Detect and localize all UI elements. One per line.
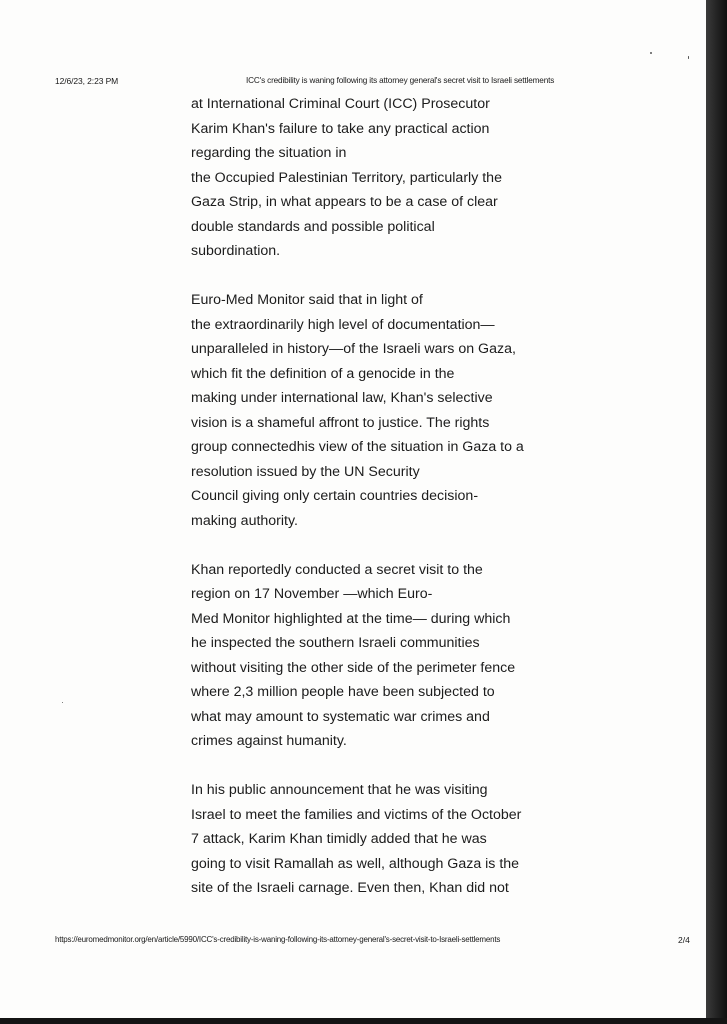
paragraph-line: double standards and possible political bbox=[191, 218, 435, 235]
paragraph-line: vision is a shameful affront to justice. The rights bbox=[191, 414, 490, 431]
print-header-title: ICC's credibility is waning following its attorney general's secret visit to Israeli settlements bbox=[246, 76, 555, 85]
print-page-number: 2/4 bbox=[678, 935, 690, 945]
paragraph-line: the extraordinarily high level of documentation— bbox=[191, 316, 495, 333]
article-paragraph bbox=[191, 92, 571, 264]
print-date: 12/6/23, 2:23 PM bbox=[55, 76, 119, 86]
paragraph-line: Gaza Strip, in what appears to be a case of clear bbox=[191, 194, 498, 210]
paragraph-line: the Occupied Palestinian Territory, particularly the bbox=[191, 169, 502, 186]
paragraph-line: going to visit Ramallah as well, although Gaza is the bbox=[191, 855, 520, 872]
paragraph-line: site of the Israeli carnage. Even then, Khan did not bbox=[191, 880, 509, 896]
paragraph-line: at International Criminal Court (ICC) Prosecutor bbox=[191, 96, 490, 112]
article-paragraph bbox=[191, 288, 571, 533]
paragraph-line: without visiting the other side of the perimeter fence bbox=[191, 659, 516, 676]
photo-bottom-edge bbox=[0, 1018, 727, 1024]
paragraph-line: Khan reportedly conducted a secret visit to the bbox=[191, 561, 483, 578]
article-body bbox=[191, 92, 571, 925]
paragraph-line: Euro-Med Monitor said that in light of bbox=[191, 292, 423, 308]
paragraph-line: making authority. bbox=[191, 512, 298, 529]
paragraph-line: he inspected the southern Israeli communities bbox=[191, 635, 480, 651]
paragraph-line: group connectedhis view of the situation in Gaza to a bbox=[191, 439, 524, 455]
print-footer-url: https://euromedmonitor.org/en/article/5990/ICC's-credibility-is-waning-following-its-attorney-general's-secret-visit-to-Israeli-settlements bbox=[55, 935, 501, 944]
paragraph-line: 7 attack, Karim Khan timidly added that he was bbox=[191, 831, 487, 847]
paragraph-line: making under international law, Khan's selective bbox=[191, 390, 493, 406]
paragraph-line: Israel to meet the families and victims of the October bbox=[191, 806, 522, 823]
paragraph-line: regarding the situation in bbox=[191, 145, 347, 161]
paragraph-line: resolution issued by the UN Security bbox=[191, 463, 420, 480]
scan-speck bbox=[62, 702, 63, 703]
photo-edge-shadow bbox=[706, 0, 727, 1024]
paragraph-line: unparalleled in history—of the Israeli wars on Gaza, bbox=[191, 341, 516, 357]
paragraph-line: subordination. bbox=[191, 243, 281, 259]
article-paragraph bbox=[191, 558, 571, 754]
paragraph-line: Council giving only certain countries decision- bbox=[191, 488, 479, 504]
paragraph-line: what may amount to systematic war crimes and bbox=[191, 708, 490, 725]
scan-speck bbox=[650, 52, 652, 54]
paragraph-line: region on 17 November —which Euro- bbox=[191, 586, 433, 602]
paragraph-line: Karim Khan's failure to take any practical action bbox=[191, 120, 490, 137]
paragraph-line: where 2,3 million people have been subjected to bbox=[191, 684, 495, 700]
scan-speck bbox=[688, 56, 689, 59]
paragraph-line: In his public announcement that he was visiting bbox=[191, 782, 488, 798]
paragraph-line: which fit the definition of a genocide in the bbox=[191, 365, 455, 382]
article-paragraph bbox=[191, 778, 571, 901]
paragraph-line: crimes against humanity. bbox=[191, 733, 347, 749]
paragraph-line: Med Monitor highlighted at the time— during which bbox=[191, 610, 511, 627]
